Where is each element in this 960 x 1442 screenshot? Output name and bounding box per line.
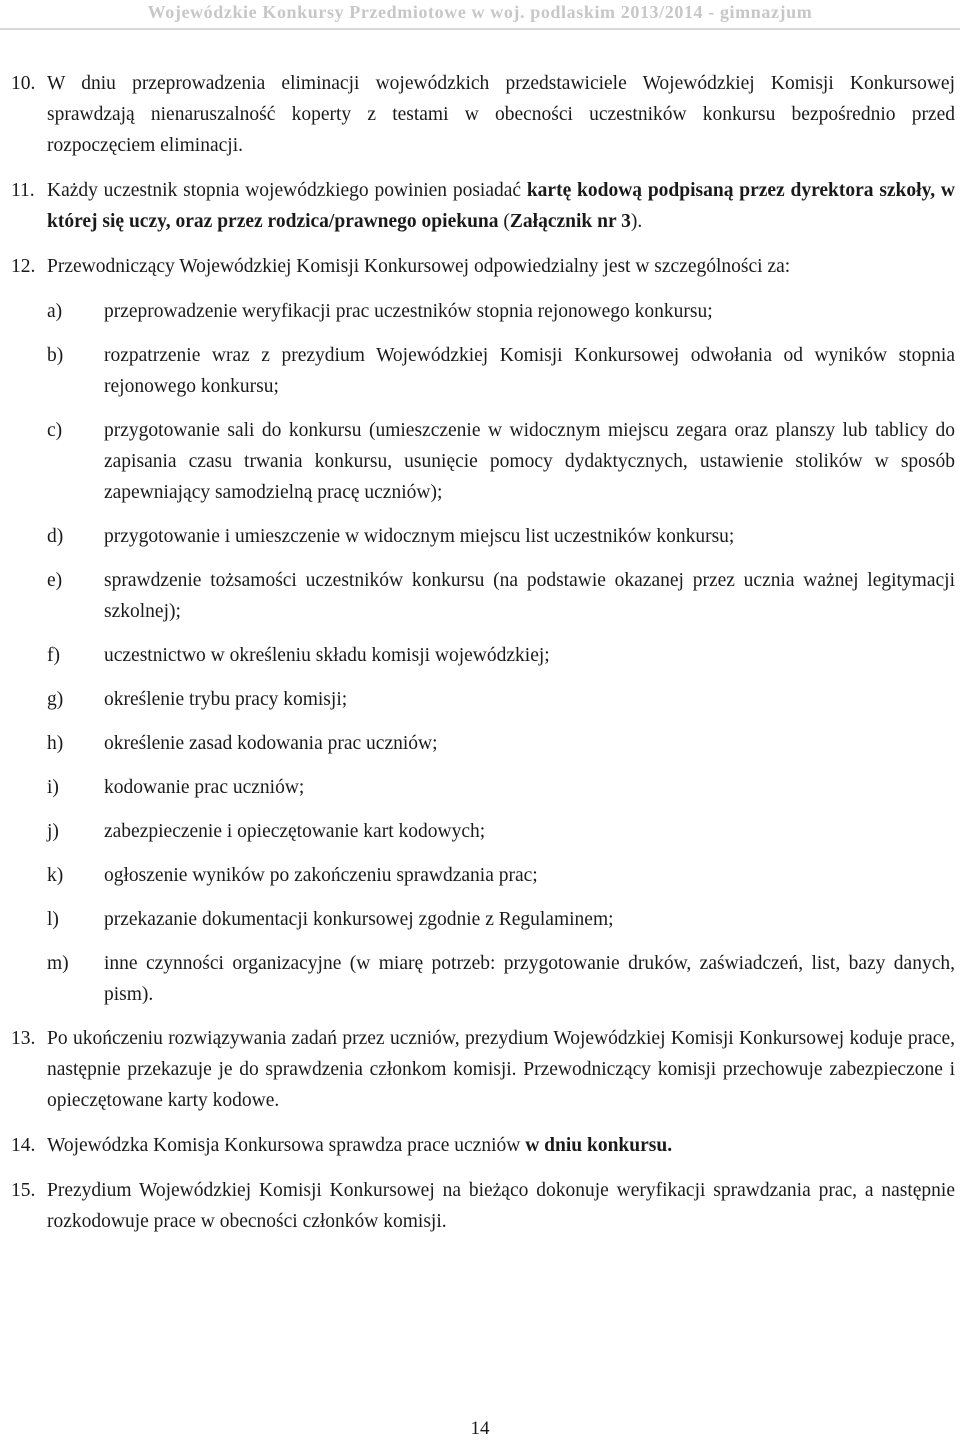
list-item <box>0 640 960 671</box>
list-item-text: rozpatrzenie wraz z prezydium Wojewódzkiej Komisji Konkursowej odwołania od wyników stopnia rejonowego konkursu; <box>104 345 955 397</box>
paragraph-number: 10. <box>11 73 36 94</box>
list-item <box>0 948 960 1010</box>
list-item <box>0 415 960 508</box>
list-item <box>0 521 960 552</box>
paragraph-number: 13. <box>11 1028 36 1049</box>
list-item <box>0 772 960 803</box>
paragraph-13 <box>0 1023 960 1116</box>
list-item-label: c) <box>47 420 63 441</box>
list-item-label: e) <box>47 570 63 591</box>
paragraph-number: 14. <box>11 1135 36 1156</box>
document-body <box>0 68 960 1251</box>
list-item-label: h) <box>47 733 64 754</box>
list-item-text: kodowanie prac uczniów; <box>104 777 305 798</box>
bold-text: Załącznik nr 3 <box>509 211 631 232</box>
paragraph-10 <box>0 68 960 161</box>
list-item-text: określenie trybu pracy komisji; <box>104 689 348 710</box>
paragraph-12 <box>0 251 960 282</box>
list-item-text: zabezpieczenie i opieczętowanie kart kodowych; <box>104 821 486 842</box>
responsibilities-list <box>0 296 960 1010</box>
page-number: 14 <box>470 1418 490 1439</box>
list-item-label: i) <box>47 777 59 798</box>
list-item-text: inne czynności organizacyjne (w miarę potrzeb: przygotowanie druków, zaświadczeń, list, bazy danych, pism). <box>104 953 955 1005</box>
paragraph-text: W dniu przeprowadzenia eliminacji wojewódzkich przedstawiciele Wojewódzkiej Komisji Konkursowej sprawdzają nienaruszalność koperty z testami w obecności uczestników konkursu bezpośrednio przed rozpoczęciem eliminacji. <box>47 73 955 156</box>
list-item-text: określenie zasad kodowania prac uczniów; <box>104 733 438 754</box>
list-item-label: d) <box>47 526 64 547</box>
list-item-text: przeprowadzenie weryfikacji prac uczestników stopnia rejonowego konkursu; <box>104 301 713 322</box>
list-item-label: k) <box>47 865 64 886</box>
paragraph-15 <box>0 1175 960 1237</box>
paragraph-text: Każdy uczestnik stopnia wojewódzkiego powinien posiadać <box>47 180 527 201</box>
list-item-label: b) <box>47 345 64 366</box>
paragraph-lead: Przewodniczący Wojewódzkiej Komisji Konkursowej odpowiedzialny jest w szczególności za: <box>47 256 791 277</box>
paragraph-number: 11. <box>11 180 35 201</box>
list-item <box>0 728 960 759</box>
paragraph-text: ). <box>630 211 643 232</box>
list-item-text: przygotowanie sali do konkursu (umieszczenie w widocznym miejscu zegara oraz planszy lub tablicy do zapisania czasu trwania konkursu, usunięcie pomocy dydaktycznych, ustawienie stolików w sposób zapewniający samodzielną pracę uczniów); <box>104 420 955 503</box>
list-item <box>0 340 960 402</box>
list-item <box>0 296 960 327</box>
list-item-text: przygotowanie i umieszczenie w widocznym miejscu list uczestników konkursu; <box>104 526 735 547</box>
paragraph-text: Po ukończeniu rozwiązywania zadań przez uczniów, prezydium Wojewódzkiej Komisji Konkursowej koduje prace, następnie przekazuje je do sprawdzenia członkom komisji. Przewodniczący komisji przechowuje zabezpieczone i opieczętowane karty kodowe. <box>47 1028 955 1111</box>
list-item-label: g) <box>47 689 64 710</box>
paragraph-text: ( <box>498 211 510 232</box>
list-item <box>0 860 960 891</box>
list-item-text: uczestnictwo w określeniu składu komisji wojewódzkiej; <box>104 645 550 666</box>
list-item-label: l) <box>47 909 59 930</box>
paragraph-number: 12. <box>11 256 36 277</box>
list-item <box>0 684 960 715</box>
list-item <box>0 816 960 847</box>
list-item-label: f) <box>47 645 60 666</box>
paragraph-text: Prezydium Wojewódzkiej Komisji Konkursowej na bieżąco dokonuje weryfikacji sprawdzania prac, a następnie rozkodowuje prace w obecności członków komisji. <box>47 1180 955 1232</box>
list-item-label: j) <box>47 821 59 842</box>
paragraph-text: Wojewódzka Komisja Konkursowa sprawdza prace uczniów <box>47 1135 526 1156</box>
list-item-text: ogłoszenie wyników po zakończeniu sprawdzania prac; <box>104 865 538 886</box>
page-header: Wojewódzkie Konkursy Przedmiotowe w woj. podlaskim 2013/2014 - gimnazjum <box>147 2 813 22</box>
paragraph-11 <box>0 175 960 237</box>
list-item-text: sprawdzenie tożsamości uczestników konkursu (na podstawie okazanej przez ucznia ważnej legitymacji szkolnej); <box>104 570 955 622</box>
list-item-label: a) <box>47 301 63 322</box>
paragraph-number: 15. <box>11 1180 36 1201</box>
list-item-text: przekazanie dokumentacji konkursowej zgodnie z Regulaminem; <box>104 909 614 930</box>
header-divider <box>0 28 960 30</box>
bold-text: w dniu konkursu. <box>525 1135 673 1156</box>
bold-text: kartę kodową podpisaną przez dyrektora szkoły, w której się uczy, oraz przez rodzica/prawnego opiekuna <box>47 180 955 232</box>
list-item <box>0 904 960 935</box>
list-item-label: m) <box>47 953 69 974</box>
paragraph-14 <box>0 1130 960 1161</box>
list-item <box>0 565 960 627</box>
